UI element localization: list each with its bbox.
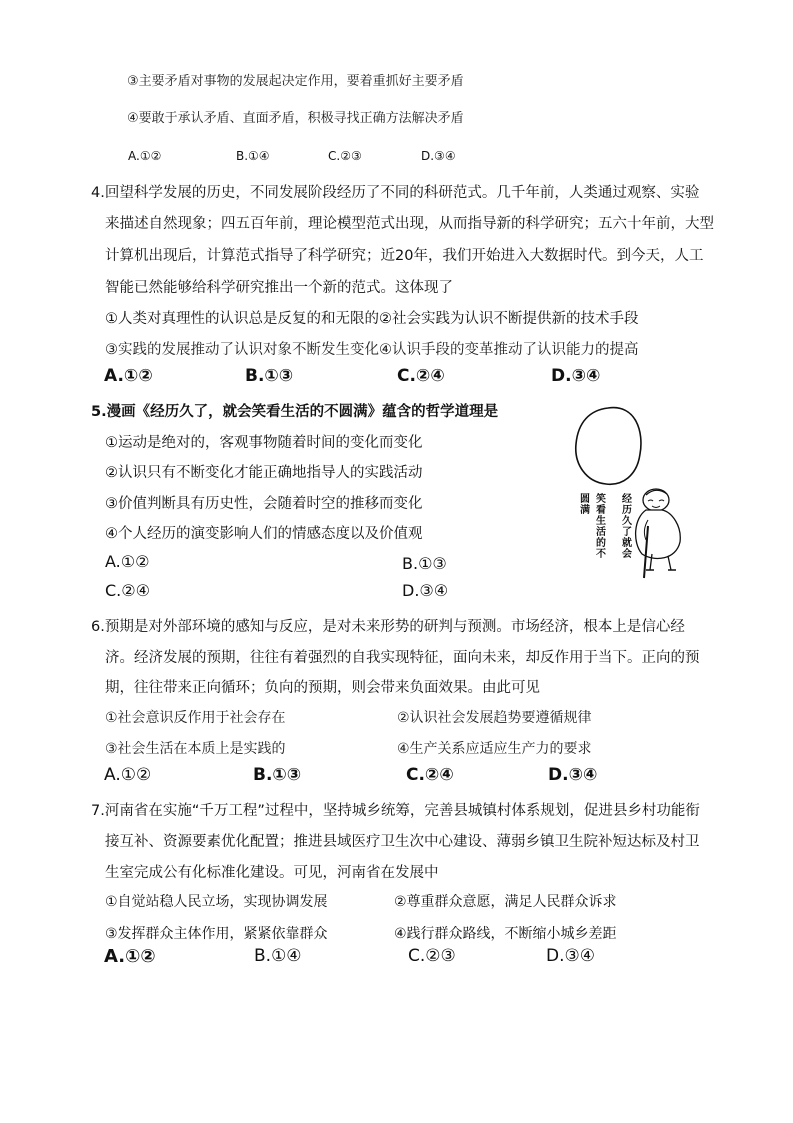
q6-statement-1: ①社会意识反作用于社会存在 [105,710,286,726]
q4-stem-line-3: 计算机出现后，计算范式指导了科学研究；近20年，我们开始进入大数据时代。到今天，人工 [105,248,704,264]
q5-option-b: B.①③ [402,554,447,573]
comic-illustration [568,402,718,582]
q4-statements-3-4: ③实践的发展推动了认识对象不断发生变化④认识手段的变革推动了认识能力的提高 [105,342,639,358]
q4-stem-line-1: 4.回望科学发展的历史，不同发展阶段经历了不同的科研范式。几千年前，人类通过观察、实验 [91,185,700,201]
q7-stem-line-3: 生室完成公有化标准化建设。可见，河南省在发展中 [105,865,439,881]
comic-drawing [568,402,718,582]
comic-caption-col-1: 经历久了就会 [622,494,632,560]
q6-stem-line-3: 期，往往带来正向循环；负向的预期，则会带来负面效果。由此可见 [105,680,540,696]
q4-option-b: B.①③ [245,366,294,386]
q3-option-d: D.③④ [421,149,456,163]
q6-statement-2: ②认识社会发展趋势要遵循规律 [397,710,592,726]
q6-statement-4: ④生产关系应适应生产力的要求 [397,741,592,757]
q7-option-c: C.②③ [408,946,456,966]
q3-option-a: A.①② [128,149,162,163]
q6-option-b: B.①③ [253,765,302,785]
q6-option-a: A.①② [104,765,152,785]
q5-statement-3: ③价值判断具有历史性，会随着时空的推移而变化 [105,496,423,512]
q3-statement-3: ③主要矛盾对事物的发展起决定作用，要着重抓好主要矛盾 [127,74,464,89]
q7-stem-line-2: 接互补、资源要素优化配置；推进县域医疗卫生次中心建设、薄弱乡镇卫生院补短达标及村卫 [105,834,700,850]
q5-stem: 5.漫画《经历久了，就会笑看生活的不圆满》蕴含的哲学道理是 [91,404,499,420]
q4-statements-1-2: ①人类对真理性的认识总是反复的和无限的②社会实践为认识不断提供新的技术手段 [105,311,639,327]
q6-stem-line-2: 济。经济发展的预期，往往有着强烈的自我实现特征，面向未来，却反作用于当下。正向的预 [105,650,700,666]
q3-option-b: B.①④ [236,149,270,163]
q7-statement-1: ①自觉站稳人民立场，实现协调发展 [105,894,328,910]
q6-statement-3: ③社会生活在本质上是实践的 [105,741,286,757]
q7-statement-3: ③发挥群众主体作用，紧紧依靠群众 [105,926,328,942]
q4-stem-line-2: 来描述自然现象；四五百年前，理论模型范式出现，从而指导新的科学研究；五六十年前，大型 [105,216,714,232]
comic-caption-col-2: 笑看生活的不 [596,494,606,560]
q7-statement-4: ④践行群众路线，不断缩小城乡差距 [394,926,617,942]
q7-option-d: D.③④ [546,946,595,966]
q4-option-c: C.②④ [397,366,445,386]
q7-option-b: B.①④ [254,946,302,966]
q5-option-d: D.③④ [402,581,449,600]
q5-option-c: C.②④ [105,581,150,600]
q6-option-c: C.②④ [406,765,454,785]
q6-stem-line-1: 6.预期是对外部环境的感知与反应，是对未来形势的研判与预测。市场经济，根本上是信心经 [91,619,685,635]
q5-statement-4: ④个人经历的演变影响人们的情感态度以及价值观 [105,526,423,542]
q5-statement-2: ②认识只有不断变化才能正确地指导人的实践活动 [105,465,423,481]
q3-option-c: C.②③ [328,149,362,163]
q4-option-d: D.③④ [551,366,601,386]
q4-stem-line-4: 智能已然能够给科学研究推出一个新的范式。这体现了 [105,280,453,296]
q7-option-a: A.①② [104,946,156,967]
q5-option-a: A.①② [105,552,150,571]
q7-statement-2: ②尊重群众意愿，满足人民群众诉求 [394,894,617,910]
q3-statement-4: ④要敢于承认矛盾、直面矛盾，积极寻找正确方法解决矛盾 [127,111,464,126]
q5-statement-1: ①运动是绝对的，客观事物随着时间的变化而变化 [105,435,423,451]
comic-caption-col-3: 圆满 [580,494,590,516]
q6-option-d: D.③④ [548,765,598,785]
q7-stem-line-1: 7.河南省在实施“千万工程”过程中，坚持城乡统筹，完善县城镇村体系规划，促进县乡村功能衔 [91,803,700,819]
q4-option-a: A.①② [104,366,153,386]
